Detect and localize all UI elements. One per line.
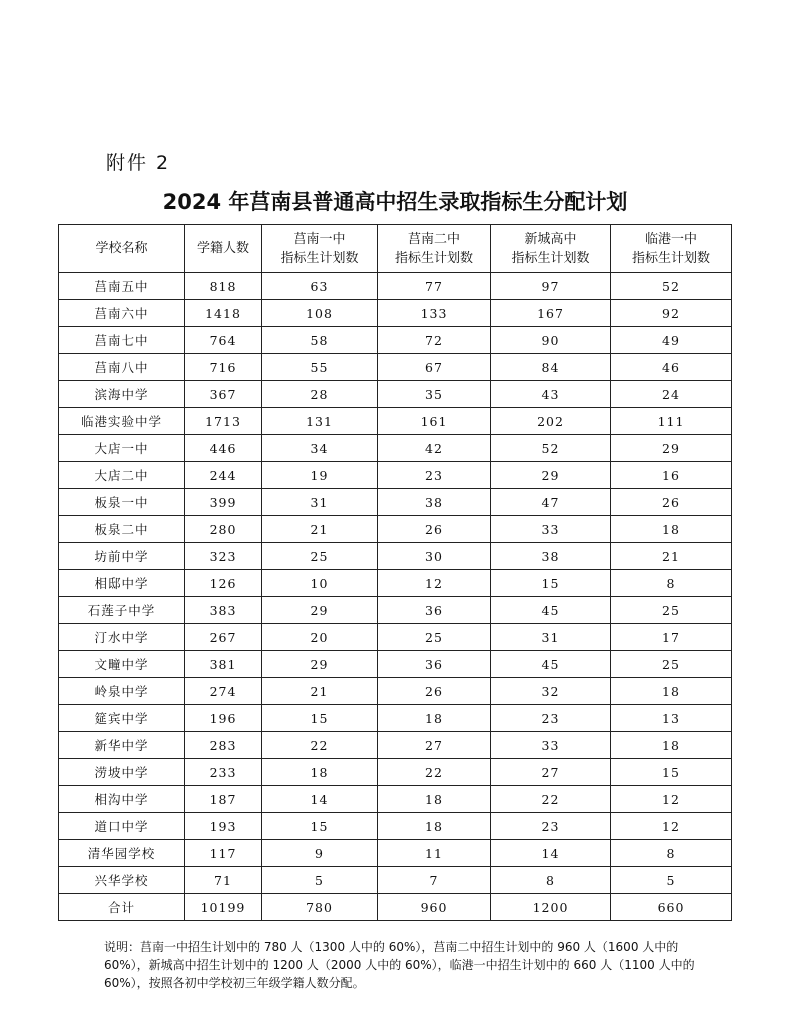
column-header-line1: 莒南二中 [407,231,460,247]
value-cell: 22 [262,732,378,759]
school-name-cell: 道口中学 [59,813,185,840]
value-cell: 15 [262,705,378,732]
value-cell: 27 [491,759,611,786]
table-row [59,786,732,813]
table-row [59,300,732,327]
value-cell: 716 [185,354,262,381]
value-cell: 274 [185,678,262,705]
value-cell: 63 [262,273,378,300]
value-cell: 71 [185,867,262,894]
school-name-cell: 新华中学 [59,732,185,759]
value-cell: 10199 [185,894,262,921]
value-cell: 12 [611,786,732,813]
value-cell: 267 [185,624,262,651]
value-cell: 21 [262,516,378,543]
value-cell: 67 [378,354,491,381]
column-header [378,225,491,273]
value-cell: 5 [262,867,378,894]
table-header-row [59,225,732,273]
value-cell: 97 [491,273,611,300]
value-cell: 22 [378,759,491,786]
value-cell: 47 [491,489,611,516]
table-row [59,597,732,624]
school-name-cell: 石莲子中学 [59,597,185,624]
school-name-cell: 相邸中学 [59,570,185,597]
column-header-line1: 新城高中 [524,231,577,247]
school-name-cell: 合计 [59,894,185,921]
value-cell: 196 [185,705,262,732]
value-cell: 16 [611,462,732,489]
school-name-cell: 莒南八中 [59,354,185,381]
value-cell: 38 [491,543,611,570]
value-cell: 25 [262,543,378,570]
school-name-cell: 莒南六中 [59,300,185,327]
value-cell: 77 [378,273,491,300]
value-cell: 193 [185,813,262,840]
value-cell: 111 [611,408,732,435]
value-cell: 36 [378,597,491,624]
value-cell: 960 [378,894,491,921]
table-row [59,462,732,489]
value-cell: 5 [611,867,732,894]
table-row [59,408,732,435]
value-cell: 764 [185,327,262,354]
table-row [59,570,732,597]
value-cell: 23 [378,462,491,489]
table-row [59,813,732,840]
school-name-cell: 岭泉中学 [59,678,185,705]
table-body [59,273,732,921]
value-cell: 23 [491,813,611,840]
school-name-cell: 文疃中学 [59,651,185,678]
value-cell: 26 [378,678,491,705]
value-cell: 31 [262,489,378,516]
value-cell: 1200 [491,894,611,921]
value-cell: 12 [378,570,491,597]
value-cell: 21 [611,543,732,570]
value-cell: 10 [262,570,378,597]
school-name-cell: 筵宾中学 [59,705,185,732]
school-name-cell: 兴华学校 [59,867,185,894]
value-cell: 13 [611,705,732,732]
value-cell: 19 [262,462,378,489]
value-cell: 131 [262,408,378,435]
value-cell: 1418 [185,300,262,327]
value-cell: 20 [262,624,378,651]
value-cell: 27 [378,732,491,759]
value-cell: 35 [378,381,491,408]
table-row [59,651,732,678]
column-header-line1: 学校名称 [95,241,148,256]
value-cell: 32 [491,678,611,705]
value-cell: 1713 [185,408,262,435]
value-cell: 12 [611,813,732,840]
value-cell: 55 [262,354,378,381]
value-cell: 8 [611,840,732,867]
school-name-cell: 涝坡中学 [59,759,185,786]
school-name-cell: 莒南七中 [59,327,185,354]
document-title: 2024 年莒南县普通高中招生录取指标生分配计划 [162,190,628,214]
value-cell: 92 [611,300,732,327]
value-cell: 133 [378,300,491,327]
school-name-cell: 滨海中学 [59,381,185,408]
allocation-table [58,224,732,921]
school-name-cell: 清华园学校 [59,840,185,867]
column-header [185,225,262,273]
table-row [59,678,732,705]
value-cell: 21 [262,678,378,705]
table-row [59,273,732,300]
value-cell: 72 [378,327,491,354]
value-cell: 381 [185,651,262,678]
value-cell: 15 [491,570,611,597]
value-cell: 17 [611,624,732,651]
value-cell: 43 [491,381,611,408]
value-cell: 52 [611,273,732,300]
value-cell: 818 [185,273,262,300]
value-cell: 28 [262,381,378,408]
value-cell: 660 [611,894,732,921]
value-cell: 161 [378,408,491,435]
column-header-line2: 指标生计划数 [394,250,473,266]
column-header-line2: 指标生计划数 [280,250,359,266]
value-cell: 45 [491,597,611,624]
value-cell: 26 [611,489,732,516]
value-cell: 8 [611,570,732,597]
value-cell: 49 [611,327,732,354]
value-cell: 11 [378,840,491,867]
value-cell: 18 [378,786,491,813]
value-cell: 25 [611,597,732,624]
value-cell: 30 [378,543,491,570]
value-cell: 90 [491,327,611,354]
value-cell: 126 [185,570,262,597]
value-cell: 23 [491,705,611,732]
value-cell: 29 [491,462,611,489]
column-header-line2: 指标生计划数 [631,250,710,266]
value-cell: 323 [185,543,262,570]
value-cell: 29 [262,597,378,624]
value-cell: 780 [262,894,378,921]
value-cell: 18 [611,678,732,705]
value-cell: 22 [491,786,611,813]
value-cell: 58 [262,327,378,354]
table-row [59,840,732,867]
value-cell: 117 [185,840,262,867]
value-cell: 33 [491,516,611,543]
value-cell: 38 [378,489,491,516]
column-header [611,225,732,273]
value-cell: 202 [491,408,611,435]
school-name-cell: 汀水中学 [59,624,185,651]
value-cell: 233 [185,759,262,786]
value-cell: 8 [491,867,611,894]
value-cell: 31 [491,624,611,651]
table-row [59,435,732,462]
column-header-line1: 莒南一中 [293,231,346,247]
value-cell: 14 [491,840,611,867]
value-cell: 36 [378,651,491,678]
value-cell: 84 [491,354,611,381]
value-cell: 167 [491,300,611,327]
value-cell: 383 [185,597,262,624]
table-row [59,894,732,921]
value-cell: 280 [185,516,262,543]
school-name-cell: 板泉二中 [59,516,185,543]
table-row [59,489,732,516]
school-name-cell: 临港实验中学 [59,408,185,435]
value-cell: 244 [185,462,262,489]
value-cell: 399 [185,489,262,516]
school-name-cell: 板泉一中 [59,489,185,516]
column-header-line1: 学籍人数 [196,241,249,256]
value-cell: 283 [185,732,262,759]
value-cell: 446 [185,435,262,462]
table-row [59,327,732,354]
table-row [59,354,732,381]
value-cell: 26 [378,516,491,543]
column-header [262,225,378,273]
value-cell: 367 [185,381,262,408]
table-row [59,705,732,732]
column-header [59,225,185,273]
value-cell: 15 [611,759,732,786]
value-cell: 187 [185,786,262,813]
value-cell: 25 [378,624,491,651]
school-name-cell: 莒南五中 [59,273,185,300]
value-cell: 14 [262,786,378,813]
value-cell: 29 [262,651,378,678]
value-cell: 34 [262,435,378,462]
value-cell: 29 [611,435,732,462]
value-cell: 46 [611,354,732,381]
value-cell: 33 [491,732,611,759]
column-header [491,225,611,273]
school-name-cell: 坊前中学 [59,543,185,570]
table-row [59,759,732,786]
school-name-cell: 大店二中 [59,462,185,489]
value-cell: 24 [611,381,732,408]
table-row [59,732,732,759]
value-cell: 18 [378,705,491,732]
value-cell: 9 [262,840,378,867]
value-cell: 52 [491,435,611,462]
table-row [59,516,732,543]
school-name-cell: 相沟中学 [59,786,185,813]
value-cell: 18 [378,813,491,840]
table-row [59,381,732,408]
column-header-line2: 指标生计划数 [511,250,590,266]
school-name-cell: 大店一中 [59,435,185,462]
table-row [59,543,732,570]
column-header-line1: 临港一中 [644,231,697,247]
value-cell: 18 [611,732,732,759]
value-cell: 7 [378,867,491,894]
value-cell: 18 [611,516,732,543]
table-row [59,624,732,651]
value-cell: 18 [262,759,378,786]
value-cell: 108 [262,300,378,327]
value-cell: 15 [262,813,378,840]
table-row [59,867,732,894]
explanatory-note: 说明：莒南一中招生计划中的 780 人（1300 人中的 60%），莒南二中招生计划中的 960 人（1600 人中的 60%），新城高中招生计划中的 1200 人（2000 人中的 60%），临港一中招生计划中的 660 人（1100 人中的 60%），按照各初中学校初三年级学籍人数分配。 [104,940,695,990]
value-cell: 42 [378,435,491,462]
value-cell: 45 [491,651,611,678]
value-cell: 25 [611,651,732,678]
attachment-label: 附件 2 [106,152,171,174]
